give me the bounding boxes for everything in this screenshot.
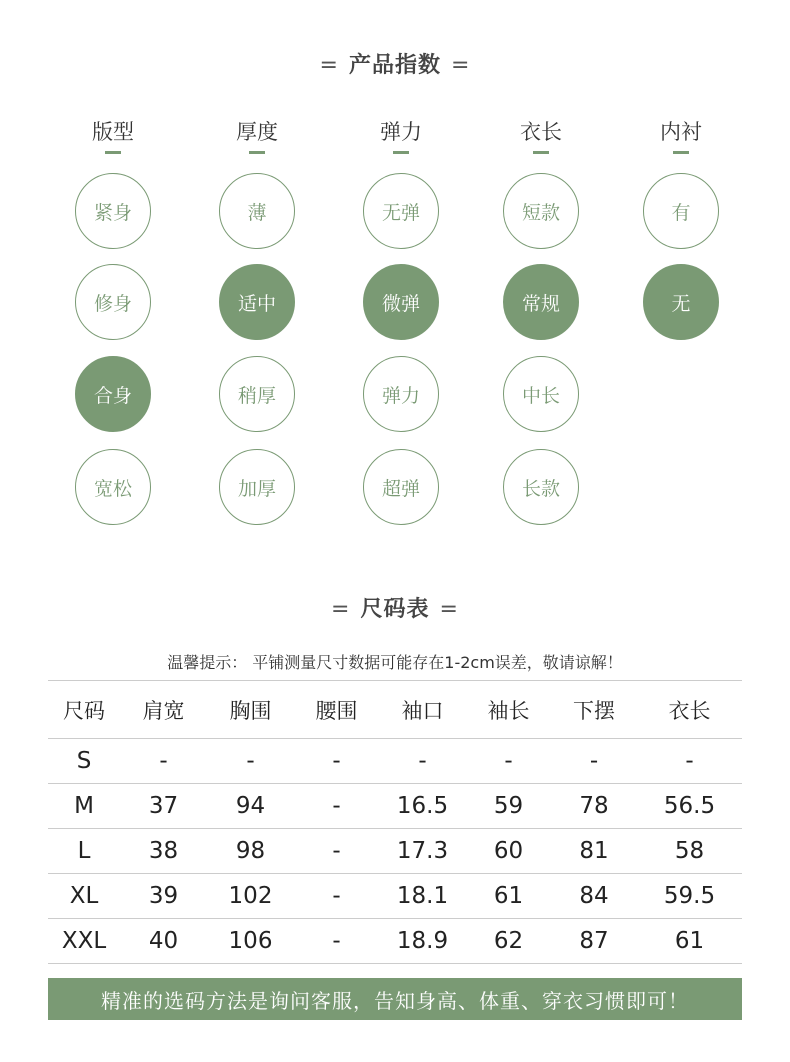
index-option-selected: 无 bbox=[643, 264, 719, 340]
size-chart-title-text: 尺码表 bbox=[360, 597, 430, 622]
table-cell: 59.5 bbox=[637, 874, 742, 919]
table-cell: 61 bbox=[466, 874, 551, 919]
footer-banner: 精准的选码方法是询问客服，告知身高、体重、穿衣习惯即可！ bbox=[48, 978, 742, 1020]
index-column-label: 厚度 bbox=[236, 120, 278, 144]
table-cell: - bbox=[379, 739, 466, 784]
table-cell: 59 bbox=[466, 784, 551, 829]
table-cell: 18.9 bbox=[379, 919, 466, 964]
size-label-cell: L bbox=[48, 829, 120, 874]
table-cell: 39 bbox=[120, 874, 207, 919]
size-label-cell: S bbox=[48, 739, 120, 784]
column-underline bbox=[105, 151, 121, 154]
title-decor-left: = bbox=[331, 597, 351, 622]
table-cell: 84 bbox=[551, 874, 637, 919]
table-cell: 58 bbox=[637, 829, 742, 874]
table-row bbox=[48, 829, 742, 874]
table-row bbox=[48, 784, 742, 829]
table-header-cell: 胸围 bbox=[207, 681, 294, 739]
table-header-cell: 袖长 bbox=[466, 681, 551, 739]
table-cell: 56.5 bbox=[637, 784, 742, 829]
table-cell: - bbox=[551, 739, 637, 784]
index-option: 中长 bbox=[503, 356, 579, 432]
table-cell: - bbox=[120, 739, 207, 784]
table-header-cell: 衣长 bbox=[637, 681, 742, 739]
table-cell: - bbox=[466, 739, 551, 784]
index-option: 稍厚 bbox=[219, 356, 295, 432]
table-row bbox=[48, 739, 742, 784]
index-option: 弹力 bbox=[363, 356, 439, 432]
table-cell: 94 bbox=[207, 784, 294, 829]
index-option: 薄 bbox=[219, 173, 295, 249]
title-decor-right: = bbox=[451, 53, 471, 78]
index-option-selected: 适中 bbox=[219, 264, 295, 340]
column-underline bbox=[533, 151, 549, 154]
index-option-selected: 微弹 bbox=[363, 264, 439, 340]
size-table bbox=[48, 680, 742, 964]
table-cell: 98 bbox=[207, 829, 294, 874]
product-index-title-text: 产品指数 bbox=[348, 53, 441, 78]
index-option: 有 bbox=[643, 173, 719, 249]
product-index-title bbox=[0, 48, 790, 79]
table-header-cell: 腰围 bbox=[294, 681, 379, 739]
table-cell: 40 bbox=[120, 919, 207, 964]
table-cell: 61 bbox=[637, 919, 742, 964]
table-header-row bbox=[48, 681, 742, 739]
table-cell: 16.5 bbox=[379, 784, 466, 829]
table-row bbox=[48, 919, 742, 964]
table-row bbox=[48, 874, 742, 919]
title-decor-right: = bbox=[439, 597, 459, 622]
measurement-tip: 温馨提示： 平铺测量尺寸数据可能存在1-2cm误差，敬请谅解！ bbox=[167, 653, 623, 672]
table-cell: 60 bbox=[466, 829, 551, 874]
index-option: 无弹 bbox=[363, 173, 439, 249]
column-underline bbox=[249, 151, 265, 154]
table-header-cell: 肩宽 bbox=[120, 681, 207, 739]
column-underline bbox=[393, 151, 409, 154]
index-column-label: 弹力 bbox=[380, 120, 422, 144]
table-cell: - bbox=[294, 739, 379, 784]
table-cell: 81 bbox=[551, 829, 637, 874]
table-cell: 87 bbox=[551, 919, 637, 964]
table-header-cell: 下摆 bbox=[551, 681, 637, 739]
index-option-selected: 合身 bbox=[75, 356, 151, 432]
table-cell: 102 bbox=[207, 874, 294, 919]
index-option: 短款 bbox=[503, 173, 579, 249]
table-cell: 62 bbox=[466, 919, 551, 964]
table-body bbox=[48, 739, 742, 964]
table-cell: - bbox=[294, 784, 379, 829]
size-chart-title bbox=[0, 592, 790, 623]
table-cell: 78 bbox=[551, 784, 637, 829]
index-option: 超弹 bbox=[363, 449, 439, 525]
table-cell: - bbox=[294, 829, 379, 874]
size-label-cell: XXL bbox=[48, 919, 120, 964]
index-column-label: 内衬 bbox=[660, 120, 702, 144]
column-underline bbox=[673, 151, 689, 154]
size-label-cell: M bbox=[48, 784, 120, 829]
index-column-label: 版型 bbox=[92, 120, 134, 144]
table-cell: - bbox=[294, 919, 379, 964]
index-option: 加厚 bbox=[219, 449, 295, 525]
index-option: 紧身 bbox=[75, 173, 151, 249]
title-decor-left: = bbox=[319, 53, 339, 78]
index-option: 修身 bbox=[75, 264, 151, 340]
table-header-cell: 尺码 bbox=[48, 681, 120, 739]
table-cell: 106 bbox=[207, 919, 294, 964]
table-cell: 17.3 bbox=[379, 829, 466, 874]
table-cell: - bbox=[294, 874, 379, 919]
table-cell: - bbox=[207, 739, 294, 784]
index-option: 长款 bbox=[503, 449, 579, 525]
table-cell: 38 bbox=[120, 829, 207, 874]
table-cell: - bbox=[637, 739, 742, 784]
index-option-selected: 常规 bbox=[503, 264, 579, 340]
index-option: 宽松 bbox=[75, 449, 151, 525]
table-header-cell: 袖口 bbox=[379, 681, 466, 739]
table-cell: 18.1 bbox=[379, 874, 466, 919]
index-column-label: 衣长 bbox=[520, 120, 562, 144]
size-label-cell: XL bbox=[48, 874, 120, 919]
table-cell: 37 bbox=[120, 784, 207, 829]
